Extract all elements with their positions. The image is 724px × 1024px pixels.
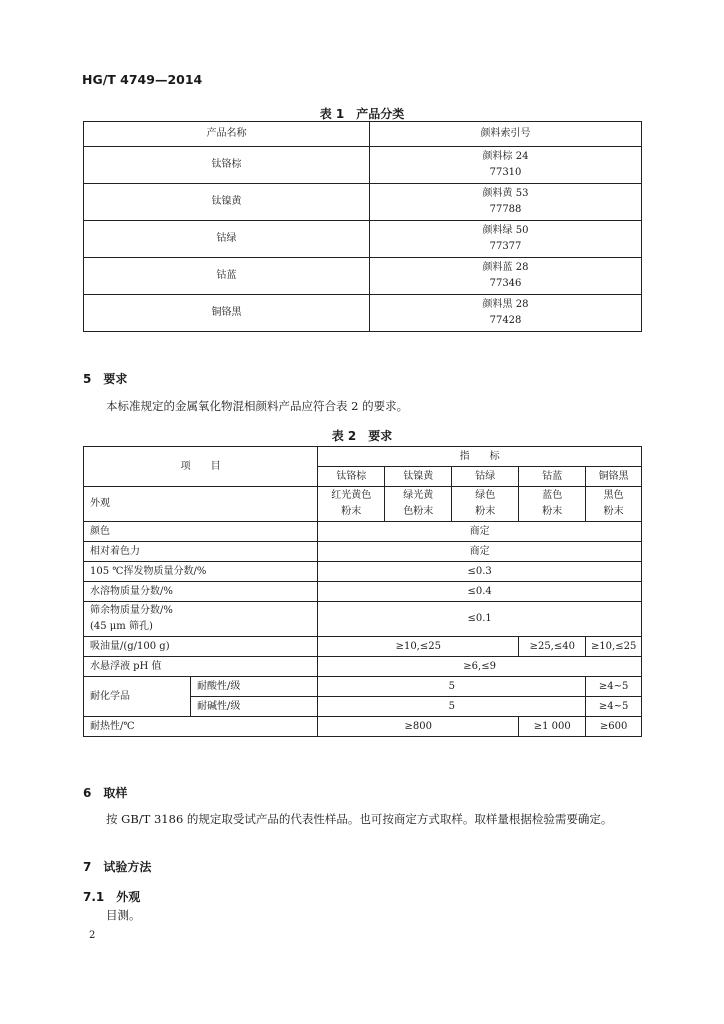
row-value: ≥6,≤9 — [318, 657, 642, 677]
product-col-header: 铜铬黑 — [586, 467, 642, 487]
row-label: 筛余物质量分数/% (45 μm 筛孔) — [84, 602, 318, 637]
row-value: ≥1 000 — [519, 717, 586, 737]
table2-caption: 表 2 要求 — [331, 429, 393, 443]
row-sublabel: 耐碱性/级 — [191, 697, 318, 717]
row-value: ≥10,≤25 — [586, 637, 642, 657]
table-row — [84, 147, 642, 184]
row-label: 颜色 — [84, 522, 318, 542]
section-7-title: 7 试验方法 — [83, 860, 152, 874]
row-value: ≤0.1 — [318, 602, 642, 637]
row-value: 5 — [318, 677, 586, 697]
product-name: 钴绿 — [84, 221, 370, 258]
product-col-header: 钴蓝 — [519, 467, 586, 487]
section-7-1-text: 目测。 — [106, 908, 141, 922]
pigment-index: 颜料绿 50 77377 — [370, 221, 642, 258]
table-row — [84, 637, 642, 657]
table-row — [84, 184, 642, 221]
section-7-1-title: 7.1 外观 — [83, 890, 141, 904]
pigment-index: 颜料棕 24 77310 — [370, 147, 642, 184]
appearance-cell: 蓝色 粉末 — [519, 487, 586, 522]
row-value: ≥800 — [318, 717, 519, 737]
row-value: ≤0.3 — [318, 562, 642, 582]
table-row — [84, 677, 642, 697]
product-col-header: 钛铬棕 — [318, 467, 385, 487]
section-5-title: 5 要求 — [83, 372, 128, 386]
product-name: 钛铬棕 — [84, 147, 370, 184]
section-6-text: 按 GB/T 3186 的规定取受试产品的代表性样品。也可按商定方式取样。取样量根据检验需要确定。 — [106, 812, 613, 826]
row-sublabel: 耐酸性/级 — [191, 677, 318, 697]
table-row — [84, 602, 642, 637]
row-label: 105 ℃挥发物质量分数/% — [84, 562, 318, 582]
table-row — [84, 582, 642, 602]
table-row — [84, 258, 642, 295]
page-number: 2 — [89, 930, 96, 941]
row-value: 5 — [318, 697, 586, 717]
standard-number: HG/T 4749—2014 — [82, 72, 203, 87]
pigment-index: 颜料蓝 28 77346 — [370, 258, 642, 295]
product-col-header: 钴绿 — [452, 467, 519, 487]
col-header-pigment-index: 颜料索引号 — [370, 122, 642, 147]
row-value: ≥4~5 — [586, 677, 642, 697]
section-6-title: 6 取样 — [83, 786, 128, 800]
col-header-product-name: 产品名称 — [84, 122, 370, 147]
section-5-text: 本标准规定的金属氧化物混相颜料产品应符合表 2 的要求。 — [106, 399, 409, 413]
pigment-index: 颜料黄 53 77788 — [370, 184, 642, 221]
table-row — [84, 522, 642, 542]
row-label: 吸油量/(g/100 g) — [84, 637, 318, 657]
product-classification-table — [83, 121, 642, 332]
pigment-index: 颜料黑 28 77428 — [370, 295, 642, 332]
item-header: 项 目 — [84, 447, 318, 487]
row-value: ≤0.4 — [318, 582, 642, 602]
product-name: 钛镍黄 — [84, 184, 370, 221]
row-label: 水溶物质量分数/% — [84, 582, 318, 602]
row-label: 相对着色力 — [84, 542, 318, 562]
row-value: ≥600 — [586, 717, 642, 737]
row-label: 耐热性/℃ — [84, 717, 318, 737]
table-row — [84, 542, 642, 562]
table-row — [84, 717, 642, 737]
row-value: 商定 — [318, 542, 642, 562]
row-label: 耐化学品 — [84, 677, 191, 717]
table-row — [84, 562, 642, 582]
table-row — [84, 487, 642, 522]
row-value: 商定 — [318, 522, 642, 542]
row-value: ≥25,≤40 — [519, 637, 586, 657]
product-name: 铜铬黑 — [84, 295, 370, 332]
product-col-header: 钛镍黄 — [385, 467, 452, 487]
requirements-table — [83, 446, 642, 737]
product-name: 钴蓝 — [84, 258, 370, 295]
row-label: 水悬浮液 pH 值 — [84, 657, 318, 677]
table-row — [84, 295, 642, 332]
appearance-cell: 绿色 粉末 — [452, 487, 519, 522]
table-row — [84, 657, 642, 677]
appearance-cell: 黑色 粉末 — [586, 487, 642, 522]
table-row — [84, 221, 642, 258]
indicator-header: 指 标 — [318, 447, 642, 467]
appearance-cell: 绿光黄 色粉末 — [385, 487, 452, 522]
row-value: ≥10,≤25 — [318, 637, 519, 657]
row-value: ≥4~5 — [586, 697, 642, 717]
appearance-cell: 红光黄色 粉末 — [318, 487, 385, 522]
table1-caption: 表 1 产品分类 — [319, 107, 405, 121]
row-label: 外观 — [84, 487, 318, 522]
